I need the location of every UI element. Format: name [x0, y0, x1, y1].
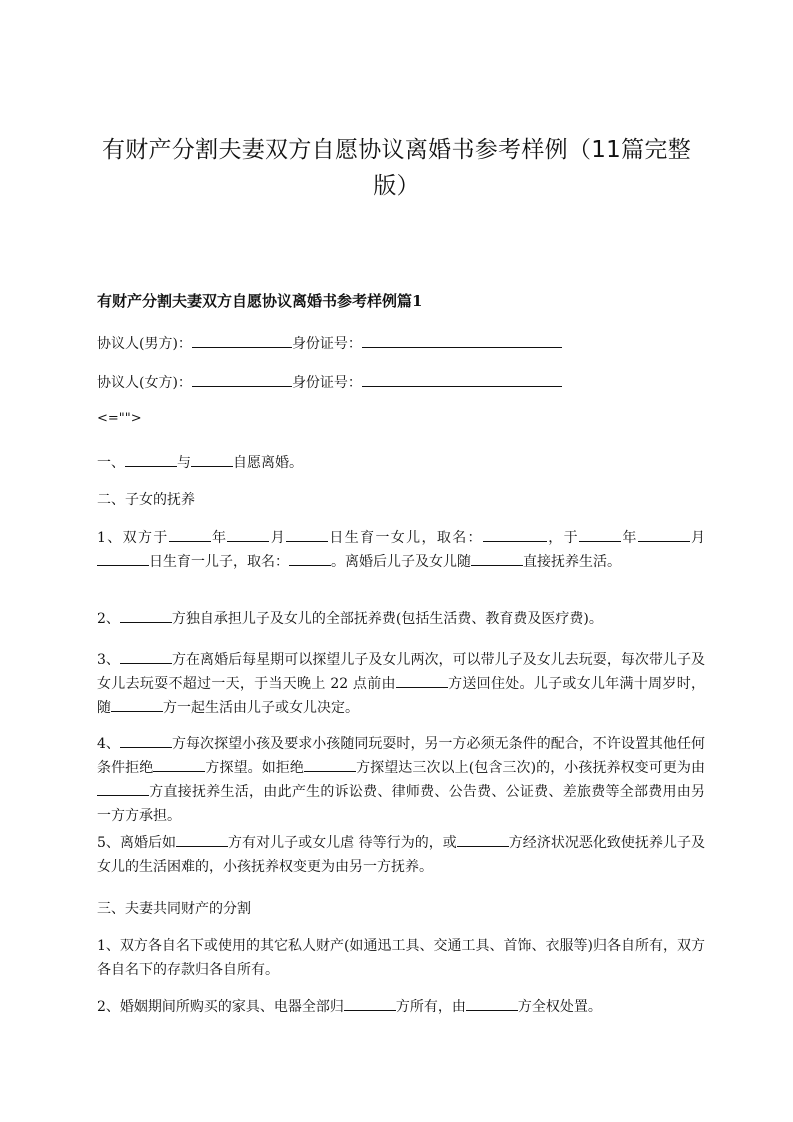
heading-3: 三、夫妻共同财产的分割	[97, 901, 251, 917]
text: 5、离婚后如	[97, 835, 177, 851]
text: ，于	[546, 530, 579, 546]
paragraph-2-3	[97, 648, 705, 720]
text: 方探望。如拒绝	[205, 760, 304, 776]
party-female-line	[97, 371, 562, 396]
text: 方送回住处。儿子或女儿年满十周岁时，随	[97, 676, 706, 716]
text: 3、	[97, 652, 120, 668]
text: 方直接抚养生活，由此产生的诉讼费、律师费、公告费、公证费、差旅费等全部费用由另一方方承担。	[97, 784, 705, 824]
blank-field	[483, 526, 547, 542]
text: 月	[689, 530, 706, 546]
clause-1-prefix: 一、	[97, 455, 125, 471]
blank-field	[97, 780, 149, 796]
blank-field	[304, 756, 356, 772]
text: 方经济状况恶化致使抚养儿子及女儿的生活困难的，小孩抚养权变更为由另一方抚养。	[97, 835, 705, 875]
blank-field	[169, 526, 211, 542]
blank-field	[289, 550, 331, 566]
blank-field	[396, 672, 448, 688]
text: 方有对儿子或女儿虐 待等行为的，或	[228, 835, 457, 851]
blank-field	[471, 550, 523, 566]
paragraph-2-2	[97, 607, 705, 631]
text: 4、	[97, 736, 120, 752]
blank-field	[120, 732, 172, 748]
text: 日生育一女儿，取名：	[328, 530, 483, 546]
paragraph-2-5	[97, 831, 705, 879]
blank-field	[97, 550, 149, 566]
paragraph-2-1	[97, 526, 705, 574]
document-title: 有财产分割夫妻双方自愿协议离婚书参考样例（11篇完整版）	[101, 137, 692, 199]
id-label: 身份证号：	[291, 375, 362, 391]
text: 2、婚姻期间所购买的家具、电器全部归	[97, 999, 344, 1015]
text: 方独自承担儿子及女儿的全部抚养费(包括生活费、教育费及医疗费)。	[171, 611, 603, 627]
text: 2、	[97, 611, 120, 627]
party-female-label: 协议人(女方)：	[97, 375, 192, 391]
blank-field	[120, 648, 172, 664]
blank-field	[286, 526, 328, 542]
blank-field	[579, 526, 621, 542]
text: 1、双方于	[97, 530, 169, 546]
blank-field	[192, 332, 292, 348]
text: 月	[269, 530, 287, 546]
blank-field	[176, 831, 228, 847]
text: 方每次探望小孩及要求小孩随同玩耍时，另一方必须无条件的配合，不许设置其他任何条件拒绝	[97, 736, 705, 776]
text: 方全权处置。	[517, 999, 602, 1015]
text: 直接抚养生活。	[523, 554, 621, 570]
paragraph-3-2	[97, 995, 705, 1019]
text: 。离婚后儿子及女儿随	[331, 554, 471, 570]
blank-field	[344, 995, 396, 1011]
blank-field	[153, 756, 205, 772]
party-male-line	[97, 332, 562, 357]
clause-1-mid: 与	[177, 455, 191, 471]
paragraph-3-1: 1、双方各自名下或使用的其它私人财产(如通迅工具、交通工具、首饰、衣服等)归各自所有，双方各自名下的存款归各自所有。	[97, 938, 705, 978]
text: 年	[620, 530, 638, 546]
blank-field	[111, 696, 163, 712]
blank-field	[125, 451, 177, 467]
blank-field	[192, 371, 292, 387]
blank-field	[466, 995, 518, 1011]
text: 方探望达三次以上(包含三次)的，小孩抚养权变可更为由	[355, 760, 706, 776]
paragraph-2-4	[97, 732, 705, 828]
blank-field	[638, 526, 690, 542]
text: 方一起生活由儿子或女儿决定。	[163, 700, 359, 716]
id-label: 身份证号：	[291, 336, 362, 352]
blank-field	[362, 332, 562, 348]
text: 方所有，由	[395, 999, 466, 1015]
clause-1	[97, 451, 303, 476]
text: 方在离婚后每星期可以探望儿子及女儿两次，可以带儿子及女儿去玩耍，每次带儿子及女儿去玩耍不超过一天，于当天晚上 22 点前由	[97, 652, 705, 692]
blank-field	[227, 526, 269, 542]
heading-2: 二、子女的抚养	[97, 492, 195, 508]
text: 日生育一儿子，取名：	[149, 554, 289, 570]
clause-1-suffix: 自愿离婚。	[233, 455, 303, 471]
section-heading: 有财产分割夫妻双方自愿协议离婚书参考样例篇1	[97, 292, 423, 310]
blank-field	[191, 451, 233, 467]
blank-field	[362, 371, 562, 387]
blank-field	[457, 831, 509, 847]
blank-field	[120, 607, 172, 623]
text: 年	[210, 530, 228, 546]
party-male-label: 协议人(男方)：	[97, 336, 192, 352]
stray-markup-text: <="">	[97, 411, 142, 426]
